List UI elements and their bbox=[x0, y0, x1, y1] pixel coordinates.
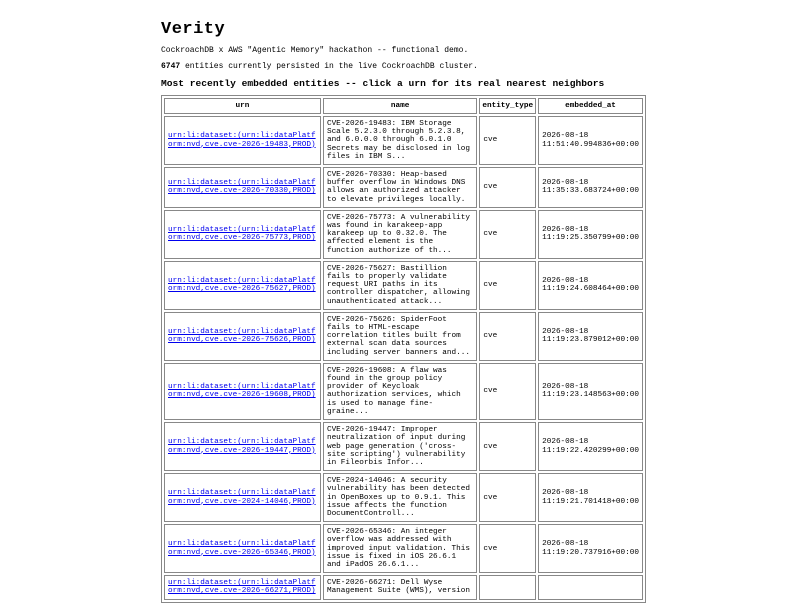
name-cell: CVE-2026-75773: A vulnerability was found in karakeep-app karakeep up to 0.32.0. The affected element is the function authorize of th... bbox=[323, 210, 477, 259]
table-row bbox=[164, 210, 643, 259]
entity-type-cell: cve bbox=[479, 473, 536, 522]
urn-link[interactable]: urn:li:dataset:(urn:li:dataPlatform:nvd,cve.cve-2024-14046,PROD) bbox=[168, 489, 316, 506]
entity-type-cell: cve bbox=[479, 524, 536, 573]
name-cell: CVE-2026-70330: Heap-based buffer overflow in Windows DNS allows an authorized attacker to elevate privileges locally. bbox=[323, 167, 477, 208]
entity-type-cell: cve bbox=[479, 312, 536, 361]
embedded-at-cell: 2026-08-18 11:19:20.737916+00:00 bbox=[538, 524, 643, 573]
embedded-at-cell: 2026-08-18 11:19:22.420299+00:00 bbox=[538, 422, 643, 471]
urn-link[interactable]: urn:li:dataset:(urn:li:dataPlatform:nvd,cve.cve-2026-66271,PROD) bbox=[168, 579, 316, 596]
entity-type-cell: cve bbox=[479, 261, 536, 310]
entity-count-line bbox=[161, 62, 478, 71]
entity-type-cell: cve bbox=[479, 363, 536, 420]
table-row bbox=[164, 116, 643, 165]
entity-count-suffix: entities currently persisted in the live CockroachDB cluster. bbox=[180, 62, 478, 71]
entity-type-cell: cve bbox=[479, 116, 536, 165]
name-cell: CVE-2026-65346: An integer overflow was addressed with improved input validation. This issue is fixed in iOS 26.6.1 and iPadOS 26.6.1... bbox=[323, 524, 477, 573]
column-header-entity-type: entity_type bbox=[479, 98, 536, 114]
urn-link[interactable]: urn:li:dataset:(urn:li:dataPlatform:nvd,cve.cve-2026-70330,PROD) bbox=[168, 179, 316, 196]
embedded-at-cell: 2026-08-18 11:35:33.683724+00:00 bbox=[538, 167, 643, 208]
entity-count: 6747 bbox=[161, 62, 181, 71]
table-row bbox=[164, 575, 643, 599]
urn-link[interactable]: urn:li:dataset:(urn:li:dataPlatform:nvd,cve.cve-2026-65346,PROD) bbox=[168, 540, 316, 557]
embedded-at-cell: 2026-08-18 11:19:21.701418+00:00 bbox=[538, 473, 643, 522]
embedded-at-cell: 2026-08-18 11:51:40.994836+00:00 bbox=[538, 116, 643, 165]
name-cell: CVE-2026-19483: IBM Storage Scale 5.2.3.0 through 5.2.3.8, and 6.0.0.0 through 6.0.1.0 Secrets may be disclosed in log files in IBM S... bbox=[323, 116, 477, 165]
section-heading: Most recently embedded entities -- click a urn for its real nearest neighbors bbox=[161, 78, 605, 89]
table-row bbox=[164, 473, 643, 522]
entity-type-cell: cve bbox=[479, 422, 536, 471]
urn-link[interactable]: urn:li:dataset:(urn:li:dataPlatform:nvd,cve.cve-2026-75773,PROD) bbox=[168, 226, 316, 243]
urn-cell bbox=[164, 575, 321, 599]
table-row bbox=[164, 524, 643, 573]
urn-cell bbox=[164, 422, 321, 471]
embedded-at-cell: 2026-08-18 11:19:24.608464+00:00 bbox=[538, 261, 643, 310]
entities-table-wrapper bbox=[161, 95, 646, 603]
demo-description: CockroachDB x AWS "Agentic Memory" hackathon -- functional demo. bbox=[161, 46, 469, 55]
table-row bbox=[164, 363, 643, 420]
entities-table bbox=[161, 95, 646, 603]
name-cell: CVE-2026-75626: SpiderFoot fails to HTML-escape correlation titles built from external scan data sources including server banners and... bbox=[323, 312, 477, 361]
urn-cell bbox=[164, 261, 321, 310]
urn-cell bbox=[164, 116, 321, 165]
urn-link[interactable]: urn:li:dataset:(urn:li:dataPlatform:nvd,cve.cve-2026-75626,PROD) bbox=[168, 328, 316, 345]
urn-link[interactable]: urn:li:dataset:(urn:li:dataPlatform:nvd,cve.cve-2026-19447,PROD) bbox=[168, 438, 316, 455]
urn-cell bbox=[164, 473, 321, 522]
name-cell: CVE-2026-19608: A flaw was found in the group policy provider of Keycloak authorization services, which is used to manage fine-graine... bbox=[323, 363, 477, 420]
table-row bbox=[164, 422, 643, 471]
entity-type-cell: cve bbox=[479, 210, 536, 259]
embedded-at-cell: 2026-08-18 11:19:23.148563+00:00 bbox=[538, 363, 643, 420]
entity-type-cell: cve bbox=[479, 167, 536, 208]
column-header-urn: urn bbox=[164, 98, 321, 114]
name-cell: CVE-2026-66271: Dell Wyse Management Suite (WMS), version bbox=[323, 575, 477, 599]
name-cell: CVE-2026-19447: Improper neutralization of input during web page generation ('cross-site scripting') vulnerability in Fileorbis Infor... bbox=[323, 422, 477, 471]
table-row bbox=[164, 312, 643, 361]
entity-type-cell bbox=[479, 575, 536, 599]
urn-link[interactable]: urn:li:dataset:(urn:li:dataPlatform:nvd,cve.cve-2026-19483,PROD) bbox=[168, 132, 316, 149]
urn-cell bbox=[164, 524, 321, 573]
name-cell: CVE-2026-75627: Bastillion fails to properly validate request URI paths in its controller dispatcher, allowing unauthenticated attack... bbox=[323, 261, 477, 310]
urn-link[interactable]: urn:li:dataset:(urn:li:dataPlatform:nvd,cve.cve-2026-19608,PROD) bbox=[168, 383, 316, 400]
urn-cell bbox=[164, 363, 321, 420]
embedded-at-cell bbox=[538, 575, 643, 599]
table-row bbox=[164, 167, 643, 208]
table-header-row bbox=[164, 98, 643, 114]
column-header-embedded-at: embedded_at bbox=[538, 98, 643, 114]
urn-cell bbox=[164, 167, 321, 208]
column-header-name: name bbox=[323, 98, 477, 114]
urn-cell bbox=[164, 312, 321, 361]
urn-cell bbox=[164, 210, 321, 259]
embedded-at-cell: 2026-08-18 11:19:25.350799+00:00 bbox=[538, 210, 643, 259]
page-title: Verity bbox=[161, 20, 226, 39]
embedded-at-cell: 2026-08-18 11:19:23.879012+00:00 bbox=[538, 312, 643, 361]
urn-link[interactable]: urn:li:dataset:(urn:li:dataPlatform:nvd,cve.cve-2026-75627,PROD) bbox=[168, 277, 316, 294]
table-row bbox=[164, 261, 643, 310]
name-cell: CVE-2024-14046: A security vulnerability has been detected in OpenBoxes up to 0.9.1. This issue affects the function DocumentControll... bbox=[323, 473, 477, 522]
